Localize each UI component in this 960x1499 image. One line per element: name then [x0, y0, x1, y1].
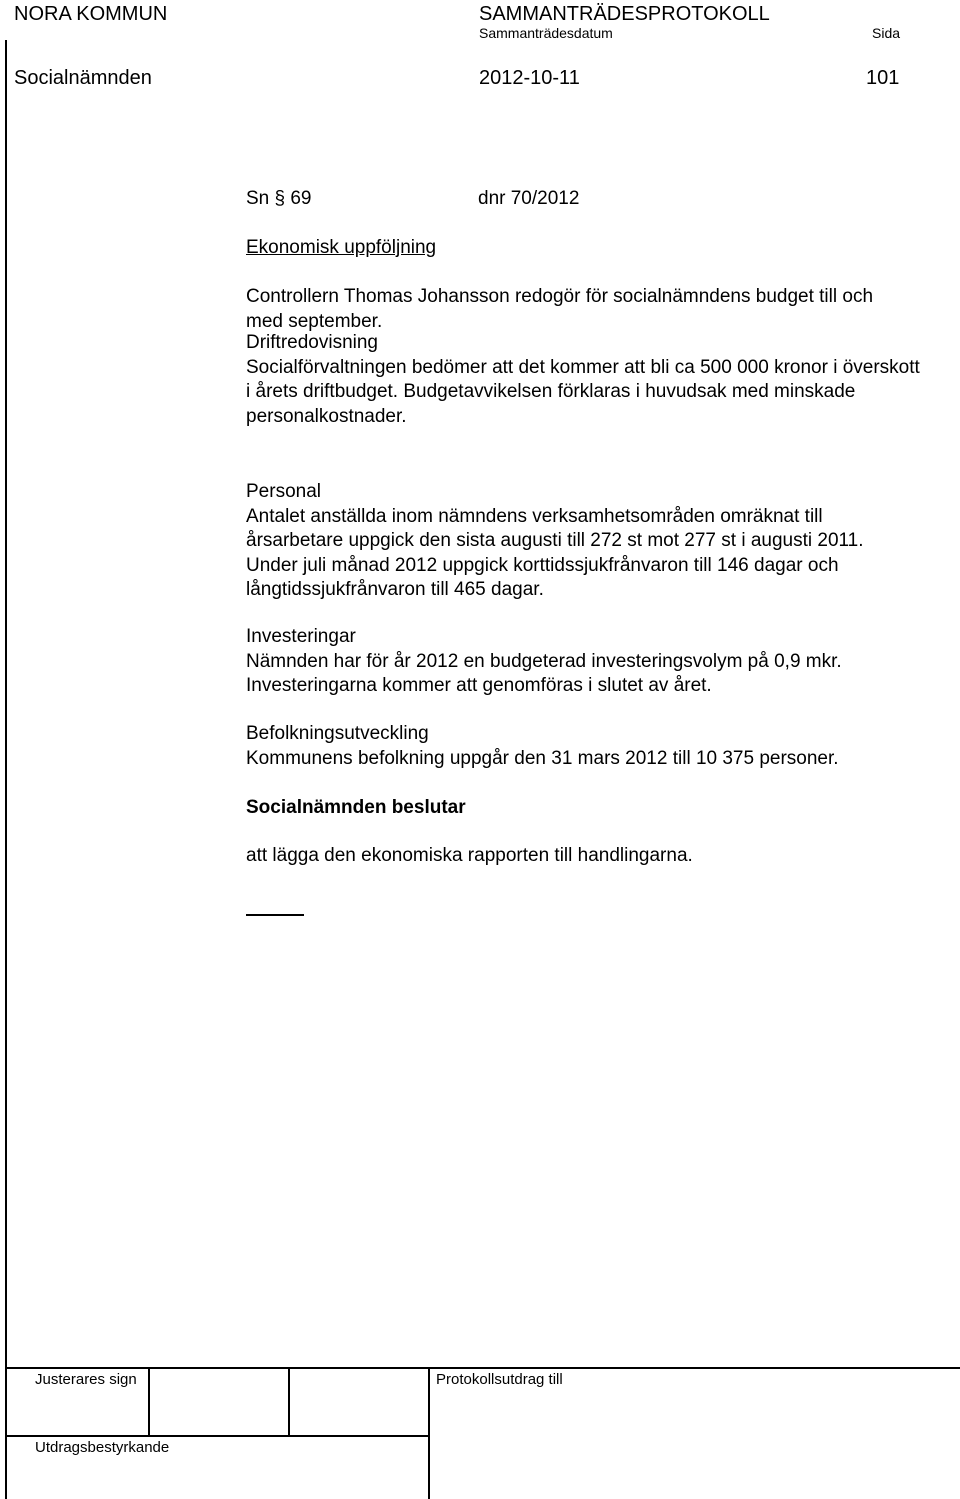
section-text: Kommunens befolkning uppgår den 31 mars 2012 till 10 375 personer.: [246, 747, 839, 769]
item-title: Ekonomisk uppföljning: [246, 237, 437, 258]
document-type: SAMMANTRÄDESPROTOKOLL: [479, 3, 770, 25]
section-investeringar: [246, 625, 936, 699]
section-driftredovisning: [246, 331, 926, 429]
footer-divider-2: [288, 1367, 290, 1437]
section-text: Antalet anställda inom nämndens verksamhetsområden omräknat till årsarbetare uppgick den sista augusti till 272 st mot 277 st i augusti 2011. Under juli månad 2012 uppgick korttidssjukfrånvaron till 146 dagar och långtidssjukfrånvaron till 465 dagar.: [246, 505, 864, 600]
section-text: Socialförvaltningen bedömer att det kommer att bli ca 500 000 kronor i överskott i årets driftbudget. Budgetavvikelsen förklaras i huvudsak med minskade personalkostnader.: [246, 356, 920, 427]
date-label: Sammanträdesdatum: [479, 25, 613, 41]
end-rule: [246, 914, 304, 916]
utdragsbestyrkande-label: Utdragsbestyrkande: [35, 1439, 170, 1456]
section-heading: Driftredovisning: [246, 332, 378, 353]
protokollsutdrag-label: Protokollsutdrag till: [436, 1371, 563, 1388]
intro-text: Controllern Thomas Johansson redogör för socialnämndens budget till och med september.: [246, 286, 874, 332]
committee-name: Socialnämnden: [14, 67, 152, 89]
intro-paragraph: [246, 285, 896, 334]
meeting-date: 2012-10-11: [479, 67, 580, 89]
footer-divider-3: [428, 1367, 430, 1499]
footer-divider-1: [148, 1367, 150, 1437]
justerares-sign-label: Justerares sign: [35, 1371, 137, 1388]
section-heading: Befolkningsutveckling: [246, 723, 429, 744]
org-name: NORA KOMMUN: [14, 3, 168, 25]
section-heading: Personal: [246, 481, 321, 502]
section-heading: Investeringar: [246, 626, 356, 647]
left-margin-line: [5, 40, 7, 1499]
section-personal: [246, 480, 906, 603]
diary-number: dnr 70/2012: [478, 188, 580, 209]
page-label: Sida: [872, 25, 901, 41]
decision-heading: Socialnämnden beslutar: [246, 797, 466, 818]
section-text: Nämnden har för år 2012 en budgeterad investeringsvolym på 0,9 mkr. Investeringarna kommer att genomföras i slutet av året.: [246, 650, 842, 696]
section-befolkningsutveckling: [246, 722, 936, 771]
footer-mid-line: [5, 1435, 429, 1437]
section-number: Sn § 69: [246, 188, 312, 209]
page-number: 101: [866, 67, 900, 89]
decision-text: att lägga den ekonomiska rapporten till handlingarna.: [246, 845, 693, 866]
